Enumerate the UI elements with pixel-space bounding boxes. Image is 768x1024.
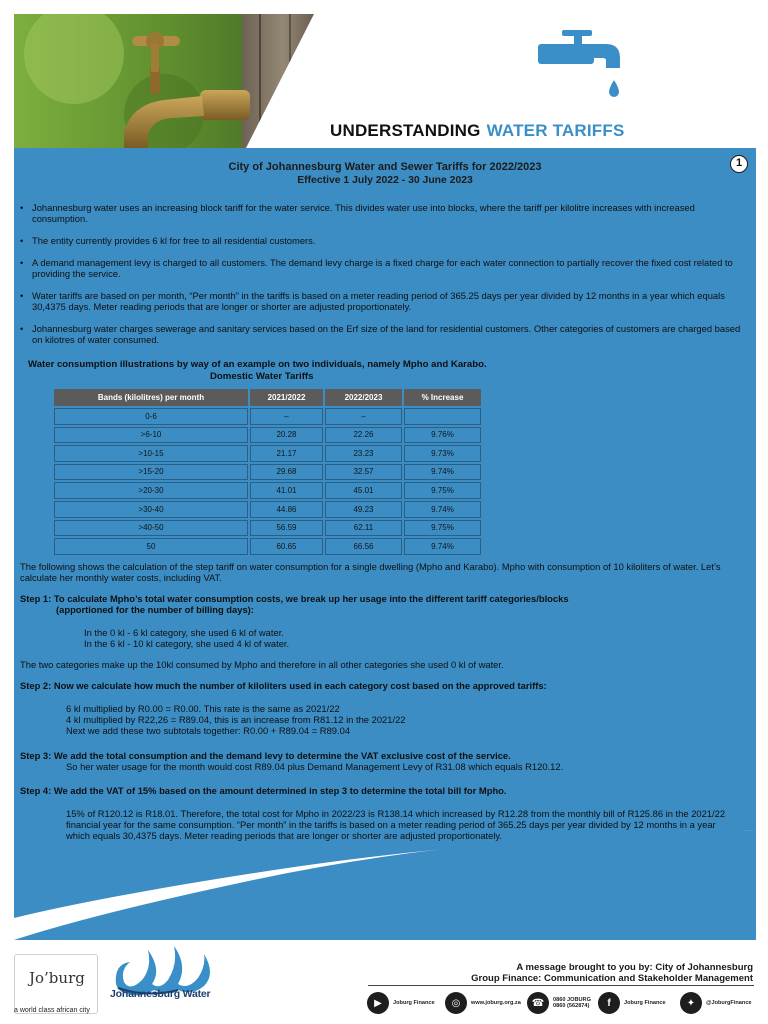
table-title: Domestic Water Tariffs — [210, 371, 314, 382]
table-cell: 32.57 — [325, 464, 402, 481]
bullet-item: • Johannesburg water uses an increasing block tariff for the water service. This divides water use into blocks, where the tariff per kilolitre increases with increased consumption. — [20, 202, 746, 224]
table-row — [54, 482, 481, 499]
footer-message-line2: Group Finance: Communication and Stakeholder Management — [471, 973, 753, 984]
social-label: Joburg Finance — [393, 999, 435, 1006]
social-label: www.joburg.org.za — [471, 999, 521, 1006]
tariff-heading-title: City of Johannesburg Water and Sewer Tariffs for 2022/2023 — [228, 161, 542, 173]
step1-heading: Step 1: To calculate Mpho’s total water consumption costs, we break up her usage into the different tariff categories/blocks — [20, 593, 569, 604]
table-row — [54, 464, 481, 481]
social-twitter[interactable] — [680, 990, 752, 1016]
joburg-logo-text: Jo’burg — [29, 969, 85, 987]
table-cell: 21.17 — [250, 445, 323, 462]
water-tariff-table — [52, 387, 483, 557]
phone-agent-icon: ☎ — [527, 992, 549, 1014]
step4-heading: Step 4: We add the VAT of 15% based on the amount determined in step 3 to determine the total bill for Mpho. — [20, 785, 507, 796]
bullet-item: • Water tariffs are based on per month, “Per month” in the tariffs is based on a meter reading period of 365.25 days per year divided by 12 months in a year which equals 30,4375 days. Meter reading periods that are longer or shorter are adjusted proportionately. — [20, 290, 746, 312]
joburg-logo — [14, 954, 98, 1014]
social-label: @JoburgFinance — [706, 999, 752, 1006]
table-cell: >30-40 — [54, 501, 248, 518]
page-header — [0, 0, 768, 148]
tariff-heading — [14, 161, 756, 187]
title-part-understanding: UNDERSTANDING — [330, 121, 481, 140]
column-header: 2021/2022 — [250, 389, 323, 406]
table-cell: 56.59 — [250, 520, 323, 537]
step3-line: So her water usage for the month would cost R89.04 plus Demand Management Levy of R31.08 which equals R120.12. — [66, 761, 564, 772]
page-footer — [0, 940, 768, 1024]
facebook-icon: f — [598, 992, 620, 1014]
step1-line: In the 0 kl - 6 kl category, she used 6 kl of water. — [84, 627, 284, 638]
step1-note: The two categories make up the 10kl consumed by Mpho and therefore in all other categories she used 0 kl of water. — [20, 659, 504, 670]
table-row — [54, 445, 481, 462]
bullet-item: • The entity currently provides 6 kl for free to all residential customers. — [20, 235, 746, 246]
table-body — [54, 408, 481, 555]
table-cell: 45.01 — [325, 482, 402, 499]
table-cell: >10-15 — [54, 445, 248, 462]
social-youtube[interactable] — [367, 990, 435, 1016]
table-cell: 9.74% — [404, 464, 481, 481]
table-cell: 60.65 — [250, 538, 323, 555]
table-cell: 9.75% — [404, 482, 481, 499]
title-part-water-tariffs: WATER TARIFFS — [486, 121, 625, 140]
twitter-icon: ✦ — [680, 992, 702, 1014]
table-cell: 49.23 — [325, 501, 402, 518]
youtube-icon: ▶ — [367, 992, 389, 1014]
table-cell: 9.76% — [404, 427, 481, 444]
bullet-item: • A demand management levy is charged to all customers. The demand levy charge is a fixed charge for each water connection to partially recover the fixed cost related to providing the service. — [20, 257, 746, 279]
footer-divider — [368, 985, 754, 986]
social-facebook[interactable] — [598, 990, 666, 1016]
table-cell: – — [250, 408, 323, 425]
table-cell: 62.11 — [325, 520, 402, 537]
step2-line: 4 kl multiplied by R22,26 = R89.04, this is an increase from R81.12 in the 2021/22 — [66, 714, 406, 725]
column-header: % Increase — [404, 389, 481, 406]
social-label: Joburg Finance — [624, 999, 666, 1006]
johannesburg-water-text: Johannesburg Water — [110, 988, 211, 1000]
footer-message-line1: A message brought to you by: City of Johannesburg — [516, 962, 753, 973]
calculation-intro: The following shows the calculation of the step tariff on water consumption for a single dwelling (Mpho and Karabo). Mpho with consumption of 10 kiloliters of water. Let’s calculate her monthly water costs, including VAT. — [20, 561, 721, 584]
table-row — [54, 520, 481, 537]
table-cell: 44.86 — [250, 501, 323, 518]
table-cell: 23.23 — [325, 445, 402, 462]
table-cell: 29.68 — [250, 464, 323, 481]
social-label: 0860 JOBURG 0860 (562874) — [553, 996, 591, 1009]
table-cell: >40-50 — [54, 520, 248, 537]
step3-heading: Step 3: We add the total consumption and the demand levy to determine the VAT exclusive cost of the service. — [20, 750, 511, 761]
water-tap-icon — [536, 28, 632, 100]
table-cell: 20.28 — [250, 427, 323, 444]
step2-heading: Step 2: Now we calculate how much the number of kiloliters used in each category cost based on the approved tariffs: — [20, 680, 547, 691]
joburg-tagline: a world class african city — [14, 1007, 90, 1014]
table-cell: 9.75% — [404, 520, 481, 537]
globe-icon: ◎ — [445, 992, 467, 1014]
table-cell: – — [325, 408, 402, 425]
table-cell: >20-30 — [54, 482, 248, 499]
bullet-item: • Johannesburg water charges sewerage and sanitary services based on the Erf size of the land for residential customers. Other categories of customers are charged based on kilotres of water consumed. — [20, 323, 746, 345]
content-panel — [14, 148, 756, 940]
brass-tap-photo — [14, 14, 324, 148]
step4-text: 15% of R120.12 is R18.01. Therefore, the total cost for Mpho in 2022/23 is R138.14 which increased by R12.28 from the monthly bill of R125.86 in the 2021/22 financial year for the same consumption. “Per month” in the tariffs is based on a meter reading period of 365.25 days per year divided by 12 months in a year which equals 30,4375 days. Meter reading periods that are longer or shorter are adjusted proportionately. — [66, 808, 726, 842]
table-cell: >15-20 — [54, 464, 248, 481]
page-title — [330, 121, 625, 141]
table-cell: 66.56 — [325, 538, 402, 555]
column-header: 2022/2023 — [325, 389, 402, 406]
tariff-heading-effective-date: Effective 1 July 2022 - 30 June 2023 — [297, 175, 473, 186]
step2-line: Next we add these two subtotals together: R0.00 + R89.04 = R89.04 — [66, 725, 351, 736]
social-phone[interactable] — [527, 990, 591, 1016]
table-cell: 9.74% — [404, 538, 481, 555]
table-cell: 9.73% — [404, 445, 481, 462]
table-row — [54, 427, 481, 444]
table-header-row — [54, 389, 481, 406]
step1-heading-cont: (apportioned for the number of billing days): — [56, 604, 254, 615]
social-website[interactable] — [445, 990, 521, 1016]
table-cell — [404, 408, 481, 425]
table-cell: 22.26 — [325, 427, 402, 444]
table-row — [54, 538, 481, 555]
table-cell: 0-6 — [54, 408, 248, 425]
table-cell: 50 — [54, 538, 248, 555]
step1-line: In the 6 kl - 10 kl category, she used 4 kl of water. — [84, 638, 290, 649]
table-cell: >6-10 — [54, 427, 248, 444]
table-cell: 41.01 — [250, 482, 323, 499]
illustration-heading: Water consumption illustrations by way of an example on two individuals, namely Mpho and Karabo. — [28, 359, 487, 370]
table-row — [54, 501, 481, 518]
step2-line: 6 kl multiplied by R0.00 = R0.00. This rate is the same as 2021/22 — [66, 703, 340, 714]
table-row — [54, 408, 481, 425]
page-number-badge: 1 — [730, 155, 748, 173]
table-cell: 9.74% — [404, 501, 481, 518]
column-header: Bands (kilolitres) per month — [54, 389, 248, 406]
